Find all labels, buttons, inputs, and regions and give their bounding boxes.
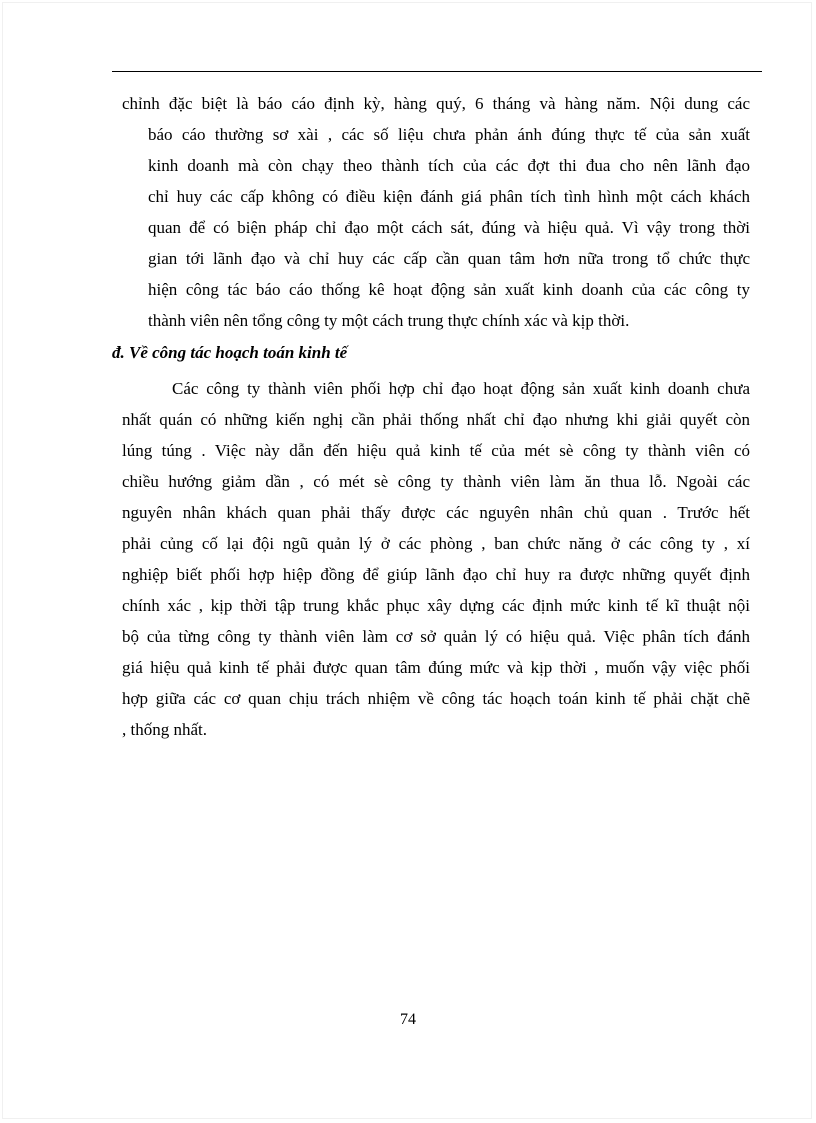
paragraph-line: Các công ty thành viên phối hợp chỉ đạo hoạt động sản xuất kinh doanh chưa [172,379,750,398]
paragraph-line: nghiệp biết phối hợp hiệp đồng để giúp lãnh đạo chỉ huy ra được những quyết định [122,565,750,584]
paragraph-line: chiều hướng giảm dần , có mét sè công ty thành viên làm ăn thua lỗ. Ngoài các [122,472,750,491]
paragraph-line: giá hiệu quả kinh tế phải được quan tâm đúng mức và kịp thời , muốn vậy việc phối [122,658,750,677]
header-rule [112,71,762,72]
paragraph-line: hiện công tác báo cáo thống kê hoạt động sản xuất kinh doanh của các công ty [148,280,750,299]
paragraph-line: quan để có biện pháp chỉ đạo một cách sát, đúng và hiệu quả. Vì vậy trong thời [148,218,750,237]
paragraph-line: hợp giữa các cơ quan chịu trách nhiệm về công tác hoạch toán kinh tế phải chặt chẽ [122,689,750,708]
paragraph-line: lúng túng . Việc này dẫn đến hiệu quả kinh tế của mét sè công ty thành viên có [122,441,750,460]
paragraph-line: báo cáo thường sơ xài , các số liệu chưa phản ánh đúng thực tế của sản xuất [148,125,750,144]
paragraph-line: chỉ huy các cấp không có điều kiện đánh giá phân tích tình hình một cách khách [148,187,750,206]
paragraph-line: , thống nhất. [122,720,207,739]
page-number: 74 [400,1011,416,1028]
paragraph-line: bộ của từng công ty thành viên làm cơ sở quản lý có hiệu quả. Việc phân tích đánh [122,627,750,646]
paragraph-line: chỉnh đặc biệt là báo cáo định kỳ, hàng quý, 6 tháng và hàng năm. Nội dung các [122,94,750,113]
paragraph-line: chính xác , kịp thời tập trung khắc phục xây dựng các định mức kinh tế kĩ thuật nội [122,596,750,615]
paragraph-line: thành viên nên tổng công ty một cách trung thực chính xác và kịp thời. [148,311,630,330]
section-heading: đ. Về công tác hoạch toán kinh tế [112,343,348,362]
paragraph-line: nguyên nhân khách quan phải thấy được các nguyên nhân chủ quan . Trước hết [122,503,750,522]
paragraph-line: kinh doanh mà còn chạy theo thành tích của các đợt thi đua cho nên lãnh đạo [148,156,750,175]
paragraph-line: gian tới lãnh đạo và chỉ huy các cấp cần quan tâm hơn nữa trong tổ chức thực [148,249,750,268]
paragraph-line: phải củng cố lại đội ngũ quản lý ở các phòng , ban chức năng ở các công ty , xí [122,534,750,553]
paragraph-line: nhất quán có những kiến nghị cần phải thống nhất chỉ đạo nhưng khi giải quyết còn [122,410,750,429]
